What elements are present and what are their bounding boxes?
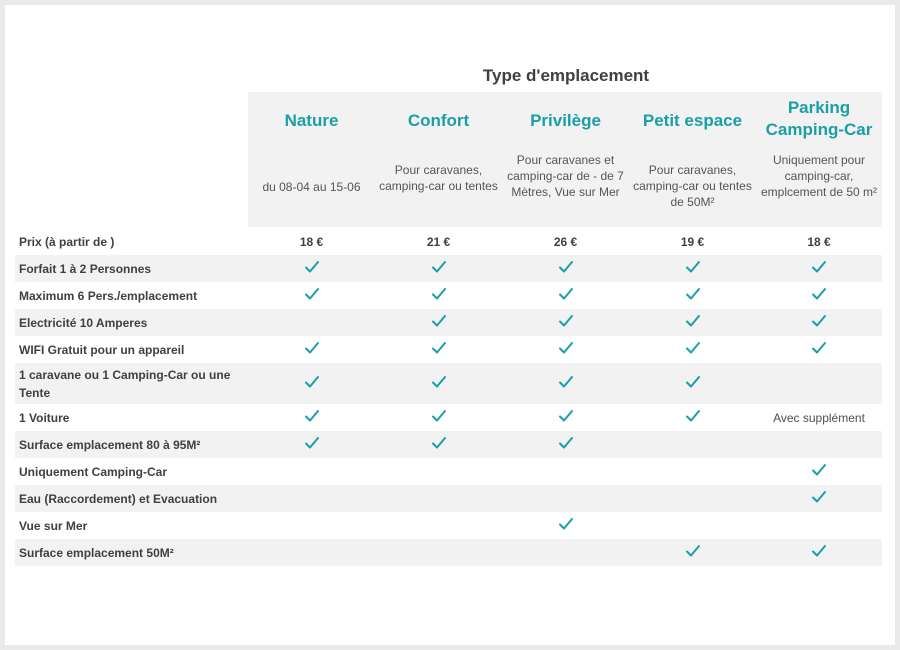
feature-cell: [502, 255, 629, 282]
feature-label: Vue sur Mer: [19, 518, 88, 533]
feature-cell: [502, 485, 629, 512]
feature-cell: [248, 255, 375, 282]
check-icon: [558, 340, 574, 356]
check-icon: [811, 489, 827, 505]
feature-label: Uniquement Camping-Car: [19, 464, 168, 479]
check-icon: [685, 408, 701, 424]
feature-cell: [375, 485, 502, 512]
check-icon: [304, 259, 320, 275]
feature-cell: [756, 512, 882, 539]
feature-label: Eau (Raccordement) et Evacuation: [15, 485, 248, 512]
table-row: [15, 255, 882, 282]
check-icon: [811, 340, 827, 356]
feature-label: WIFI Gratuit pour un appareil: [19, 342, 185, 357]
table-row: [15, 485, 882, 512]
feature-cell: [629, 255, 756, 282]
price-value: 18 €: [299, 235, 324, 249]
feature-cell: [629, 363, 756, 404]
feature-cell: [502, 282, 629, 309]
plan-description: Pour caravanes, camping-car ou tentes de 50M²: [633, 163, 752, 209]
feature-cell: [375, 363, 502, 404]
feature-label: Maximum 6 Pers./emplacement: [19, 288, 198, 303]
feature-cell: [248, 309, 375, 336]
check-icon: [304, 374, 320, 390]
plan-name: Confort: [407, 111, 470, 130]
feature-cell: [248, 336, 375, 363]
plan-header-nature: [248, 92, 375, 227]
feature-cell: [756, 363, 882, 404]
feature-cell: [502, 539, 629, 566]
table-row: [15, 404, 882, 431]
feature-cell: [629, 539, 756, 566]
feature-cell: [629, 512, 756, 539]
feature-cell: [375, 255, 502, 282]
price-value: 26 €: [553, 235, 578, 249]
table-row: [15, 309, 882, 336]
feature-cell: [248, 539, 375, 566]
price-value: 18 €: [807, 235, 831, 249]
feature-cell: [756, 282, 882, 309]
feature-cell: [629, 282, 756, 309]
check-icon: [685, 543, 701, 559]
feature-cell: [756, 336, 882, 363]
feature-cell: [375, 336, 502, 363]
check-icon: [558, 374, 574, 390]
price-value: 21 €: [426, 235, 451, 249]
feature-label: Surface emplacement 50M²: [15, 539, 248, 566]
plan-description: Pour caravanes et camping-car de - de 7 Mètres, Vue sur Mer: [507, 153, 624, 199]
check-icon: [431, 313, 447, 329]
feature-cell: [248, 431, 375, 458]
check-icon: [685, 259, 701, 275]
plan-name: Petit espace: [642, 111, 743, 130]
check-icon: [431, 435, 447, 451]
table-row: [15, 539, 882, 566]
check-icon: [304, 286, 320, 302]
feature-cell: [629, 485, 756, 512]
feature-cell: [502, 404, 629, 431]
price-label: Prix (à partir de ): [19, 235, 115, 249]
check-icon: [431, 374, 447, 390]
check-icon: [811, 286, 827, 302]
check-icon: [811, 313, 827, 329]
check-icon: [685, 374, 701, 390]
table-row: [15, 336, 882, 363]
plan-header-petit-espace: [629, 92, 756, 227]
check-icon: [304, 408, 320, 424]
feature-cell: [248, 404, 375, 431]
feature-cell: [248, 458, 375, 485]
check-icon: [685, 340, 701, 356]
check-icon: [811, 259, 827, 275]
check-icon: [431, 408, 447, 424]
feature-cell: [502, 458, 629, 485]
plan-header-confort: [375, 92, 502, 227]
table-row: [15, 431, 882, 458]
check-icon: [685, 313, 701, 329]
plan-name: Privilège: [530, 111, 601, 130]
feature-cell: [375, 309, 502, 336]
feature-cell: [375, 404, 502, 431]
check-icon: [558, 516, 574, 532]
feature-cell: [248, 485, 375, 512]
feature-cell: [375, 458, 502, 485]
price-row: [15, 229, 882, 255]
feature-cell: [756, 309, 882, 336]
check-icon: [558, 286, 574, 302]
feature-label: Forfait 1 à 2 Personnes: [15, 255, 248, 282]
plan-header-band: [248, 92, 882, 227]
feature-cell: [756, 485, 882, 512]
feature-cell: [629, 404, 756, 431]
check-icon: [558, 259, 574, 275]
check-icon: [431, 340, 447, 356]
feature-cell: [248, 282, 375, 309]
feature-label: Electricité 10 Amperes: [15, 309, 248, 336]
check-icon: [811, 462, 827, 478]
feature-cell: [502, 336, 629, 363]
feature-cell: [375, 431, 502, 458]
plan-name: Parking Camping-Car: [765, 98, 873, 139]
price-value: 19 €: [680, 235, 705, 249]
feature-cell: [756, 458, 882, 485]
feature-cell: [756, 539, 882, 566]
feature-cell: [756, 404, 882, 431]
check-icon: [558, 313, 574, 329]
feature-cell: [248, 512, 375, 539]
table-row: [15, 282, 882, 309]
feature-cell: [502, 309, 629, 336]
feature-cell: [629, 431, 756, 458]
check-icon: [685, 286, 701, 302]
feature-cell: [629, 309, 756, 336]
table-row: [15, 458, 882, 485]
check-icon: [558, 435, 574, 451]
feature-label: Surface emplacement 80 à 95M²: [15, 431, 248, 458]
plan-description: Pour caravanes, camping-car ou tentes: [379, 163, 498, 193]
plan-name: Nature: [284, 111, 339, 130]
check-icon: [811, 543, 827, 559]
feature-cell: [629, 458, 756, 485]
feature-cell: [502, 431, 629, 458]
cell-note: Avec supplément: [773, 410, 865, 425]
section-title: Type d'emplacement: [482, 66, 650, 85]
feature-cell: [756, 255, 882, 282]
check-icon: [431, 259, 447, 275]
feature-cell: [502, 512, 629, 539]
feature-cell: [248, 363, 375, 404]
feature-cell: [629, 336, 756, 363]
check-icon: [431, 286, 447, 302]
check-icon: [304, 435, 320, 451]
table-row: [15, 512, 882, 539]
check-icon: [304, 340, 320, 356]
feature-label: 1 caravane ou 1 Camping-Car ou une Tente: [15, 363, 248, 404]
plan-description: du 08-04 au 15-06: [262, 180, 361, 194]
feature-label: 1 Voiture: [19, 410, 70, 425]
feature-cell: [756, 431, 882, 458]
table-row: [15, 363, 882, 404]
feature-cell: [375, 539, 502, 566]
feature-cell: [375, 282, 502, 309]
feature-cell: [502, 363, 629, 404]
feature-cell: [375, 512, 502, 539]
plan-header-parking: [756, 92, 882, 227]
plan-description: Uniquement pour camping-car, emplcement de 50 m²: [760, 153, 878, 199]
features-table: [15, 229, 882, 566]
plan-header-privilege: [502, 92, 629, 227]
check-icon: [558, 408, 574, 424]
